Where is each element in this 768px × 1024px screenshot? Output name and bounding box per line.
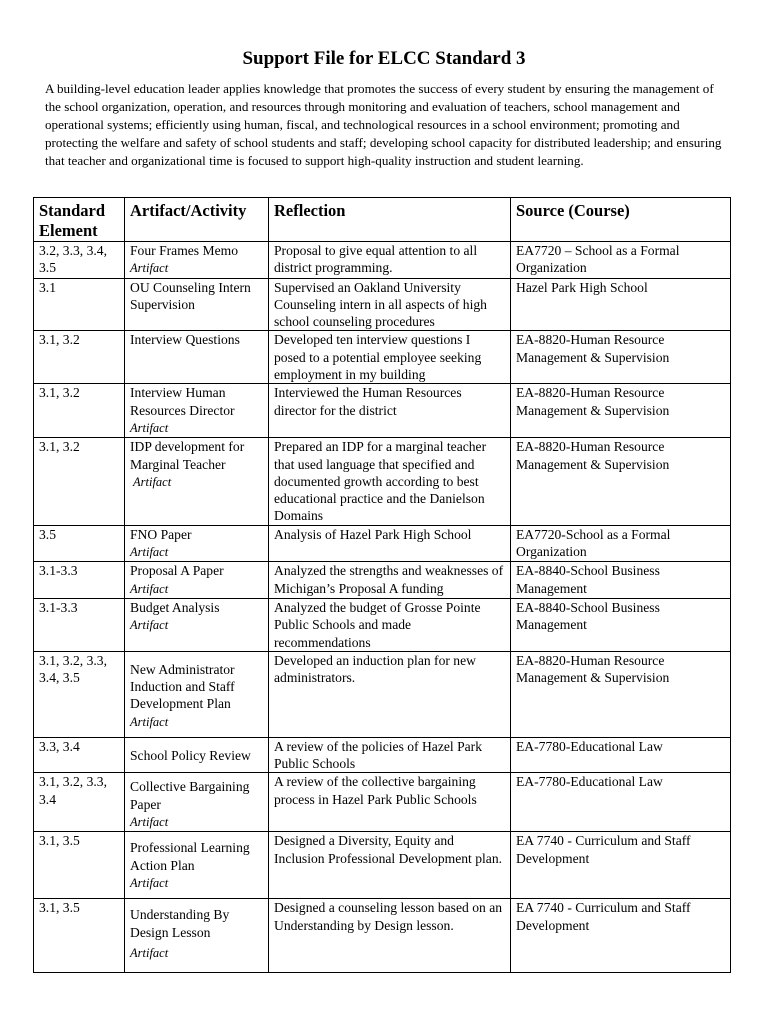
cell-element: 3.1, 3.5 [34,832,125,899]
table-row [34,651,731,737]
cell-activity [125,598,269,651]
artifact-tag: Artifact [130,945,169,960]
table-row [34,832,731,899]
cell-source: EA-8840-School Business Management [511,598,731,651]
cell-activity [125,242,269,279]
cell-source: Hazel Park High School [511,278,731,331]
table-row [34,384,731,438]
cell-activity [125,562,269,599]
artifact-tag: Artifact [130,875,169,890]
activity-title: FNO Paper [130,526,192,542]
cell-element: 3.3, 3.4 [34,737,125,773]
artifact-tag: Artifact [130,545,169,560]
cell-activity [125,525,269,562]
cell-reflection: Designed a counseling lesson based on an Understanding by Design lesson. [269,899,511,973]
table-row [34,242,731,279]
table-header-row [34,198,731,242]
cell-source: EA-8820-Human Resource Management & Supervision [511,384,731,438]
cell-source: EA-7780-Educational Law [511,737,731,773]
artifact-tag: Artifact [130,420,169,435]
activity-title: Collective Bargaining Paper [130,779,250,812]
cell-element: 3.5 [34,525,125,562]
activity-title: Interview Human Resources Director [130,385,235,418]
artifact-tag: Artifact [133,474,172,489]
activity-title: Proposal A Paper [130,563,224,579]
activity-title: School Policy Review [130,747,251,763]
table-row [34,598,731,651]
cell-element: 3.1, 3.2 [34,438,125,525]
cell-element: 3.1, 3.2 [34,384,125,438]
cell-reflection: Developed an induction plan for new administrators. [269,651,511,737]
cell-activity [125,278,269,331]
cell-reflection: Developed ten interview questions I posed to a potential employee seeking employment in my building [269,331,511,384]
standard-description: A building-level education leader applies knowledge that promotes the success of every student by ensuring the management of the school organization, operation, and resources through monitoring and evaluation of teachers, school management and operational systems; efficiently using human, fiscal, and technological resources in a school environment; promoting and protecting the welfare and safety of school students and staff; developing school capacity for distributed leadership; and ensuring that teacher and organizational time is focused to support high-quality instruction and student learning. [45,81,722,168]
activity-title: Interview Questions [130,332,240,348]
header-reflection: Reflection [269,198,511,242]
table-row [34,331,731,384]
table-row [34,525,731,562]
cell-element: 3.1-3.3 [34,598,125,651]
activity-title: Professional Learning Action Plan [130,840,250,873]
header-source-course: Source (Course) [511,198,731,242]
cell-reflection: Supervised an Oakland University Counseling intern in all aspects of high school counseling procedures [269,278,511,331]
cell-element: 3.1, 3.2 [34,331,125,384]
cell-source: EA-8820-Human Resource Management & Supervision [511,438,731,525]
activity-title: IDP development for Marginal Teacher [130,439,245,472]
table-row [34,737,731,773]
activity-title: OU Counseling Intern Supervision [130,279,251,312]
table-row [34,438,731,525]
table-row [34,278,731,331]
cell-element: 3.1 [34,278,125,331]
support-table [33,197,731,973]
cell-element: 3.1, 3.2, 3.3, 3.4, 3.5 [34,651,125,737]
cell-element: 3.1, 3.2, 3.3, 3.4 [34,773,125,832]
cell-activity [125,899,269,973]
activity-title: Budget Analysis [130,599,220,615]
cell-source: EA-8820-Human Resource Management & Supervision [511,331,731,384]
cell-source: EA-7780-Educational Law [511,773,731,832]
cell-reflection: Analysis of Hazel Park High School [269,525,511,562]
cell-element: 3.1-3.3 [34,562,125,599]
artifact-tag: Artifact [130,815,169,830]
cell-source: EA-8820-Human Resource Management & Supervision [511,651,731,737]
table-row [34,562,731,599]
table-row [34,899,731,973]
artifact-tag: Artifact [130,581,169,596]
cell-activity [125,331,269,384]
cell-reflection: Interviewed the Human Resources director for the district [269,384,511,438]
cell-reflection: Proposal to give equal attention to all district programming. [269,242,511,279]
cell-source: EA7720-School as a Formal Organization [511,525,731,562]
header-standard-element: Standard Element [34,198,125,242]
cell-activity [125,438,269,525]
artifact-tag: Artifact [130,714,169,729]
page-title: Support File for ELCC Standard 3 [242,48,526,69]
artifact-tag: Artifact [130,618,169,633]
activity-title: New Administrator Induction and Staff Development Plan [130,661,235,712]
cell-element: 3.1, 3.5 [34,899,125,973]
activity-title: Understanding By Design Lesson [130,907,230,940]
cell-reflection: Analyzed the strengths and weaknesses of Michigan’s Proposal A funding [269,562,511,599]
cell-reflection: A review of the policies of Hazel Park Public Schools [269,737,511,773]
cell-source: EA 7740 - Curriculum and Staff Development [511,899,731,973]
cell-reflection: Designed a Diversity, Equity and Inclusion Professional Development plan. [269,832,511,899]
cell-source: EA-8840-School Business Management [511,562,731,599]
artifact-tag: Artifact [130,261,169,276]
cell-source: EA 7740 - Curriculum and Staff Development [511,832,731,899]
cell-reflection: Prepared an IDP for a marginal teacher that used language that specified and documented growth according to best educational practice and the Danielson Domains [269,438,511,525]
cell-activity [125,832,269,899]
cell-element: 3.2, 3.3, 3.4, 3.5 [34,242,125,279]
cell-source: EA7720 – School as a Formal Organization [511,242,731,279]
cell-activity [125,773,269,832]
cell-activity [125,651,269,737]
table-row [34,773,731,832]
activity-title: Four Frames Memo [130,243,238,258]
header-artifact-activity: Artifact/Activity [125,198,269,242]
cell-activity [125,737,269,773]
cell-reflection: A review of the collective bargaining process in Hazel Park Public Schools [269,773,511,832]
cell-activity [125,384,269,438]
cell-reflection: Analyzed the budget of Grosse Pointe Public Schools and made recommendations [269,598,511,651]
